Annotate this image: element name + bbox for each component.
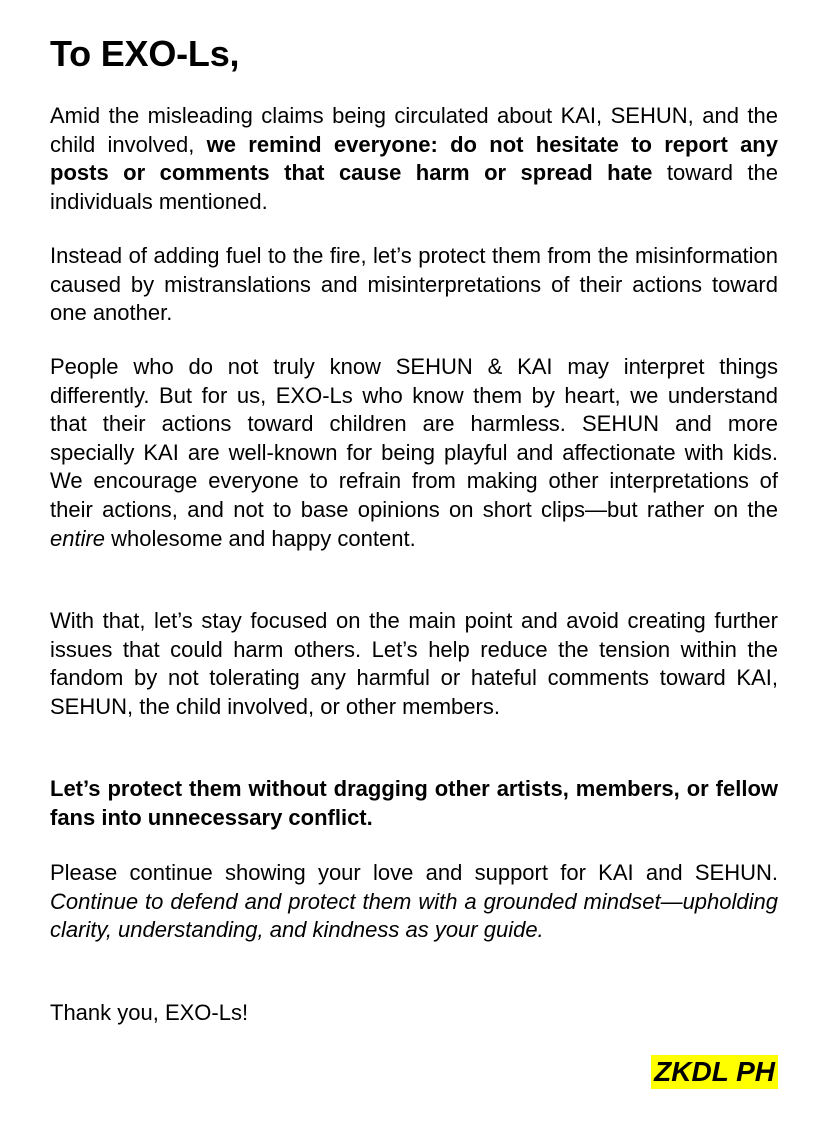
italic-emphasis-text: entire	[50, 525, 106, 551]
italic-guidance-text: Continue to defend and protect them with a grounded mindset—upholding clarity, understanding, and kindness as your guide.	[50, 888, 778, 943]
paragraph-misinformation: Instead of adding fuel to the fire, let’s protect them from the misinformation caused by mistranslations and misinterpretations of their actions toward one another.	[50, 243, 778, 326]
letter-title: To EXO-Ls,	[50, 33, 240, 74]
paragraph-protect-bold: Let’s protect them without dragging other artists, members, or fellow fans into unnecessary conflict.	[50, 776, 778, 830]
paragraph-claims-reminder	[50, 102, 778, 216]
paragraph-text: Amid the misleading claims being circulated about KAI, SEHUN, and the child involved,	[50, 103, 778, 157]
paragraph-text: People who do not truly know SEHUN & KAI may interpret things differently. But for us, EXO-Ls who know them by heart, we understand that their actions toward children are harmless. SEHUN and more specially KAI are well-known for being playful and affectionate with kids. We encourage everyone to refrain from making other interpretations of their actions, and not to base opinions on short clips—but rather on the	[50, 354, 778, 522]
signature-badge: ZKDL PH	[651, 1055, 778, 1089]
paragraph-continue-support	[50, 859, 778, 945]
paragraph-text: Please continue showing your love and support for KAI and SEHUN.	[50, 860, 778, 885]
bold-reminder-text: we remind everyone: do not hesitate to report any posts or comments that cause harm or spread hate	[50, 131, 778, 186]
paragraph-stay-focused: With that, let’s stay focused on the main point and avoid creating further issues that could harm others. Let’s help reduce the tension within the fandom by not tolerating any harmful or hateful comments toward KAI, SEHUN, the child involved, or other members.	[50, 608, 778, 719]
closing-thanks: Thank you, EXO-Ls!	[50, 1000, 249, 1025]
paragraph-text: wholesome and happy content.	[105, 525, 416, 551]
paragraph-text: toward the individuals mentioned.	[50, 160, 778, 214]
paragraph-interpretation	[50, 353, 778, 553]
